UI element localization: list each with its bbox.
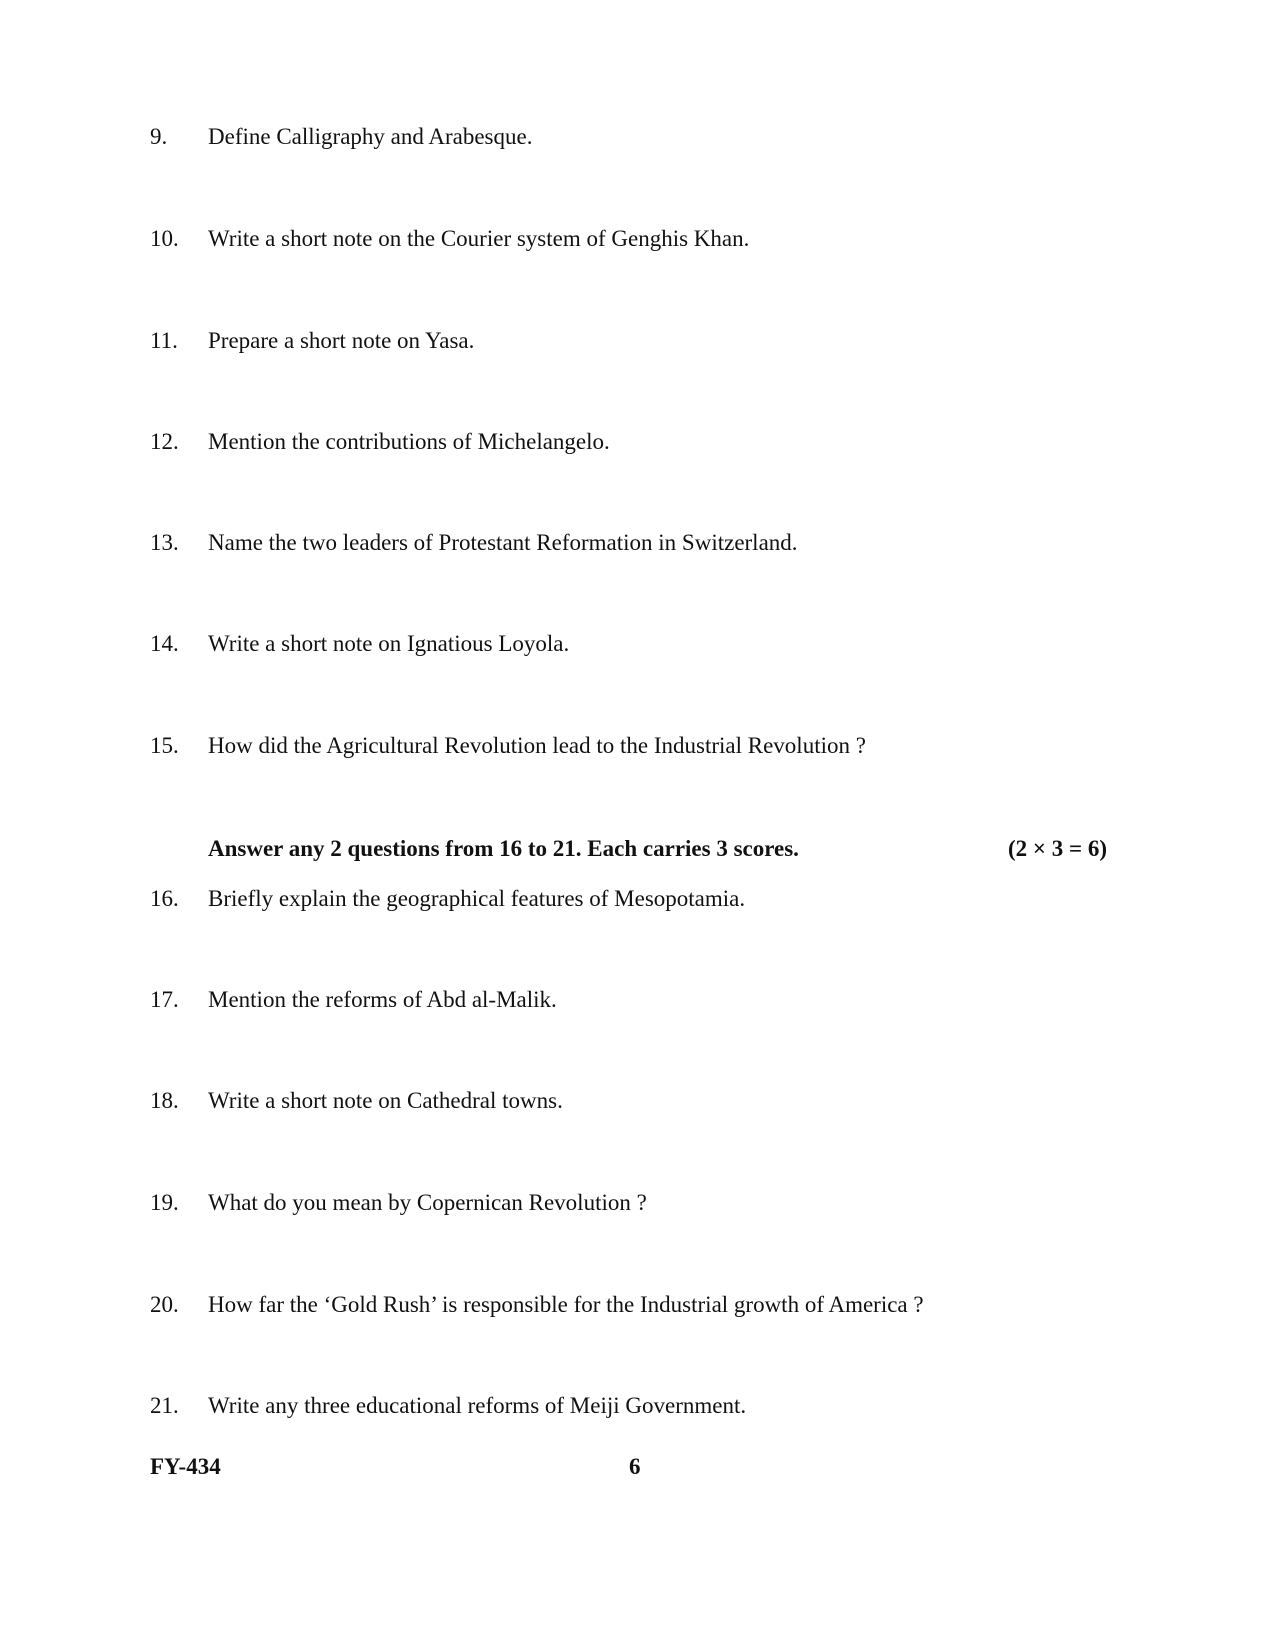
question-number: 12. — [150, 429, 179, 454]
question-item — [0, 222, 1275, 256]
question-item — [0, 1288, 1275, 1322]
section-instruction — [0, 832, 1275, 866]
question-number: 20. — [150, 1292, 179, 1317]
question-number: 9. — [150, 124, 168, 149]
question-text: What do you mean by Copernican Revolution ? — [208, 1190, 647, 1215]
question-text: Write a short note on Ignatious Loyola. — [208, 631, 570, 656]
question-number: 21. — [150, 1393, 179, 1418]
page-number: 6 — [629, 1454, 641, 1479]
question-number: 19. — [150, 1190, 179, 1215]
question-text: Name the two leaders of Protestant Reformation in Switzerland. — [208, 530, 798, 555]
question-number: 15. — [150, 733, 179, 758]
question-text: Write any three educational reforms of Meiji Government. — [208, 1393, 747, 1418]
question-item — [0, 1084, 1275, 1118]
question-text: Write a short note on Cathedral towns. — [208, 1088, 563, 1113]
question-text: Briefly explain the geographical features of Mesopotamia. — [208, 886, 746, 911]
question-text: Prepare a short note on Yasa. — [208, 328, 475, 353]
question-text: How far the ‘Gold Rush’ is responsible for the Industrial growth of America ? — [208, 1292, 924, 1317]
question-text: Write a short note on the Courier system of Genghis Khan. — [208, 226, 750, 251]
question-item — [0, 627, 1275, 661]
question-item — [0, 526, 1275, 560]
section-marks: (2 × 3 = 6) — [1008, 836, 1108, 861]
question-text: Mention the contributions of Michelangelo. — [208, 429, 610, 454]
question-item — [0, 425, 1275, 459]
question-item — [0, 324, 1275, 358]
question-number: 13. — [150, 530, 179, 555]
question-text: How did the Agricultural Revolution lead to the Industrial Revolution ? — [208, 733, 866, 758]
page-footer — [0, 1450, 1275, 1484]
question-item — [0, 1389, 1275, 1423]
question-number: 16. — [150, 886, 179, 911]
question-number: 17. — [150, 987, 179, 1012]
exam-code: FY-434 — [150, 1454, 221, 1479]
question-text: Define Calligraphy and Arabesque. — [208, 124, 533, 149]
question-number: 18. — [150, 1088, 179, 1113]
question-item — [0, 983, 1275, 1017]
instruction-text: Answer any 2 questions from 16 to 21. Each carries 3 scores. — [208, 836, 799, 861]
question-text: Mention the reforms of Abd al-Malik. — [208, 987, 557, 1012]
question-item — [0, 729, 1275, 763]
question-item — [0, 120, 1275, 154]
question-number: 10. — [150, 226, 179, 251]
question-item — [0, 1186, 1275, 1220]
question-number: 14. — [150, 631, 179, 656]
question-item — [0, 882, 1275, 916]
question-number: 11. — [150, 328, 178, 353]
